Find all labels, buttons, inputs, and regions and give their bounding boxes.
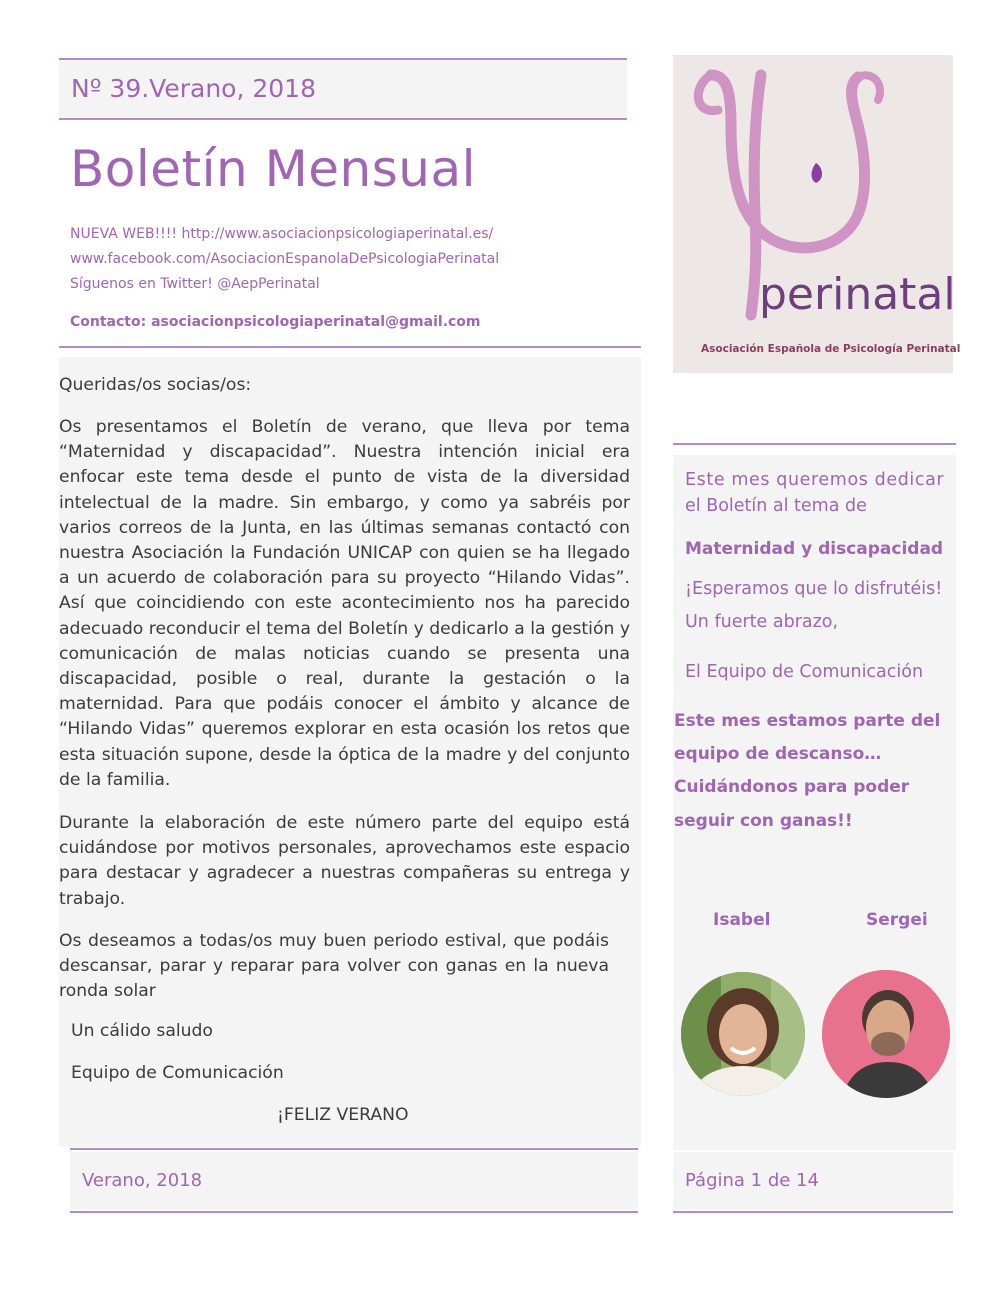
sidebar-topic: Maternidad y discapacidad: [685, 539, 944, 559]
sidebar-hug: Un fuerte abrazo,: [685, 612, 839, 632]
sidebar-enjoy: ¡Esperamos que lo disfrutéis!: [685, 579, 943, 599]
letter-paragraph-3: Os deseamos a todas/os muy buen periodo estival, que podáis descansar, parar y reparar para volver con ganas en la nueva ronda solar: [59, 931, 609, 1002]
logo-wordmark: perinatal: [759, 269, 956, 320]
twitter-link[interactable]: Síguenos en Twitter! @AepPerinatal: [70, 276, 320, 292]
logo-subtitle: Asociación Española de Psicología Perinatal: [701, 343, 961, 355]
letter-farewell: ¡FELIZ VERANO: [277, 1105, 409, 1125]
page-title: Boletín Mensual: [70, 140, 476, 198]
footer-left-top-rule: [70, 1148, 638, 1150]
footer-left-bottom-rule: [70, 1211, 638, 1213]
page-number: Página 1 de 14: [685, 1170, 819, 1191]
header-bottom-rule: [59, 118, 627, 120]
sidebar-rest-line-1: Este mes estamos parte del: [674, 711, 941, 731]
sidebar-team: El Equipo de Comunicación: [685, 662, 924, 682]
facebook-link[interactable]: www.facebook.com/AsociacionEspanolaDePsicologiaPerinatal: [70, 251, 500, 267]
letter-panel: [59, 357, 641, 1147]
sergei-portrait-icon: [822, 970, 950, 1098]
footer-date: Verano, 2018: [82, 1170, 203, 1191]
sidebar-intro-line-1: Este mes queremos dedicar: [685, 470, 945, 490]
sidebar-intro-line-2: el Boletín al tema de: [685, 496, 867, 516]
website-link[interactable]: NUEVA WEB!!!! http://www.asociacionpsicologiaperinatal.es/: [70, 226, 494, 242]
letter-greeting: Queridas/os socias/os:: [59, 375, 252, 395]
footer-right: [673, 1152, 953, 1210]
person-name-sergei: Sergei: [866, 910, 928, 930]
letter-closing: Un cálido saludo: [71, 1021, 213, 1041]
isabel-portrait-icon: [681, 972, 805, 1096]
issue-number: Nº 39.Verano, 2018: [71, 74, 316, 103]
association-logo: [673, 55, 961, 373]
footer-right-bottom-rule: [673, 1211, 953, 1213]
letter-top-rule: [59, 346, 641, 348]
letter-paragraph-1: Os presentamos el Boletín de verano, que lleva por tema “Maternidad y discapacidad”. Nuestra intención inicial era enfocar este tema desde el punto de vista de la diversidad intelectual de la madre. Sin embargo, y como ya sabréis por varios correos de la Junta, en las últimas semanas contactó con nuestra Asociación la Fundación UNICAP con quien se ha llegado a un acuerdo de colaboración para su proyecto “Hilando Vidas”. Así que coincidiendo con este acontecimiento nos ha parecido adecuado reconducir el tema del Boletín y dedicarlo a la gestión y comunicación de malas noticias cuando se presenta una discapacidad, posible o real, durante la gestación o la maternidad. Para que podáis conocer el ámbito y alcance de “Hilando Vidas” queremos explorar en esta ocasión los retos que esta situación supone, desde la óptica de la madre y del conjunto de la familia.: [59, 417, 630, 790]
letter-paragraph-2: Durante la elaboración de este número parte del equipo está cuidándose por motivos personales, aprovechamos este espacio para destacar y agradecer a nuestras compañeras su entrega y trabajo.: [59, 813, 630, 909]
isabel-photo: [681, 972, 805, 1096]
sidebar-panel: [673, 455, 956, 1150]
footer-left: [70, 1152, 638, 1210]
letter-signature: Equipo de Comunicación: [71, 1063, 284, 1083]
psi-symbol-icon: [673, 55, 953, 373]
sidebar-rest-line-2: equipo de descanso…: [674, 744, 882, 764]
sidebar-rest-line-3: Cuidándonos para poder: [674, 777, 910, 797]
sergei-photo: [822, 970, 950, 1098]
person-name-isabel: Isabel: [713, 910, 771, 930]
issue-bar: [59, 60, 627, 118]
sidebar-top-rule: [673, 443, 956, 445]
contact-email[interactable]: Contacto: asociacionpsicologiaperinatal@gmail.com: [70, 314, 481, 330]
sidebar-rest-line-4: seguir con ganas!!: [674, 811, 853, 831]
